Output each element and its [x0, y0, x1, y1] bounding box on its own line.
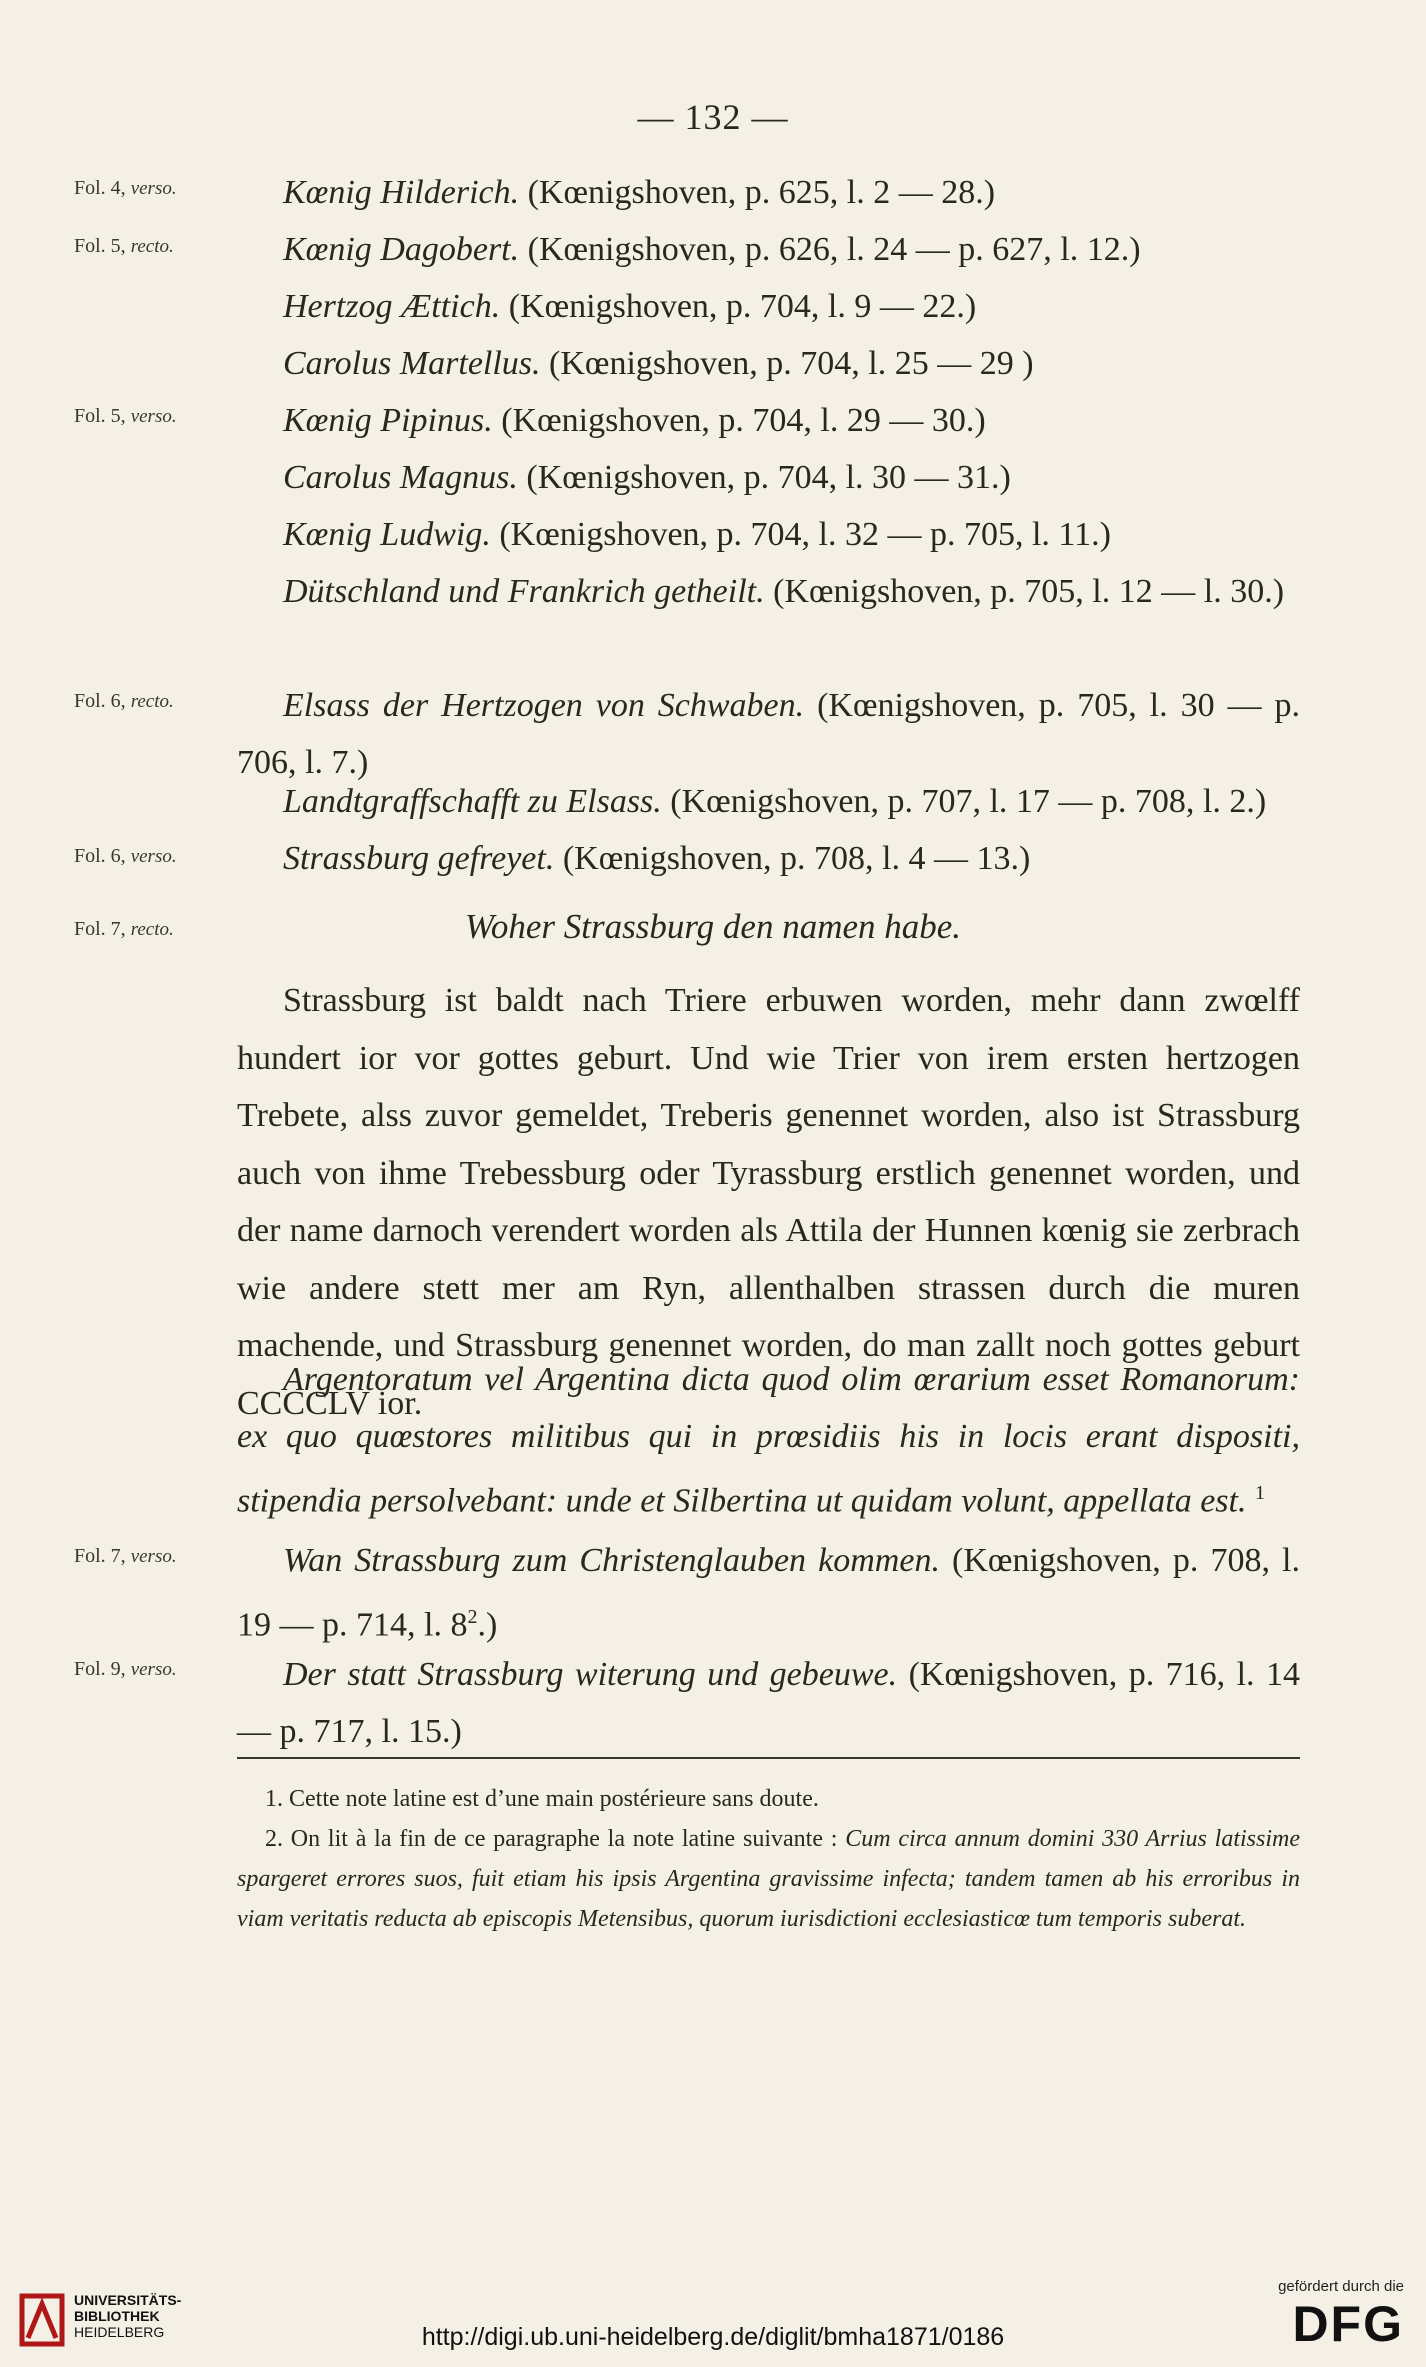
entry-koenig-pipinus: Kœnig Pipinus. (Kœnigshoven, p. 704, l. 29 — 30.): [283, 402, 986, 439]
entry-duetschland-frankrich: Dütschland und Frankrich getheilt. (Kœnigshoven, p. 705, l. 12 — l. 30.): [283, 573, 1285, 610]
entry-elsass-hertzogen: Elsass der Hertzogen von Schwaben. (Kœnigshoven, p. 705, l. 30 — p. 706, l. 7.): [237, 687, 1300, 781]
entry-koenig-hilderich: Kœnig Hilderich. (Kœnigshoven, p. 625, l. 2 — 28.): [283, 174, 996, 211]
margin-note-fol6-recto: Fol. 6, recto.: [74, 690, 174, 712]
margin-note-fol6-verso: Fol. 6, verso.: [74, 845, 177, 867]
margin-note-fol4-verso: Fol. 4, verso.: [74, 177, 177, 199]
entry-strassburg-gefreyet: Strassburg gefreyet. (Kœnigshoven, p. 708, l. 4 — 13.): [283, 840, 1031, 877]
margin-note-fol7-recto: Fol. 7, recto.: [74, 918, 174, 940]
entry-koenig-ludwig: Kœnig Ludwig. (Kœnigshoven, p. 704, l. 32 — p. 705, l. 11.): [283, 516, 1111, 553]
footnote-2: 2. On lit à la fin de ce paragraphe la note latine suivante : Cum circa annum domini 330 Arrius latissime spargeret errores suos, fuit etiam his ipsis Argentina gravissime infecta; tandem tamen ab his erroribus in viam veritatis reducta ab episcopis Metensibus, quorum iurisdictioni ecclesiasticœ tum temporis suberat.: [237, 1826, 1300, 1932]
footnote-ref-2: 2: [467, 1606, 478, 1628]
margin-note-fol7-verso: Fol. 7, verso.: [74, 1545, 177, 1567]
entry-hertzog-aettich: Hertzog Ættich. (Kœnigshoven, p. 704, l. 9 — 22.): [283, 288, 977, 325]
margin-note-fol9-verso: Fol. 9, verso.: [74, 1658, 177, 1680]
margin-note-fol5-verso: Fol. 5, verso.: [74, 405, 177, 427]
margin-note-fol5-recto: Fol. 5, recto.: [74, 235, 174, 257]
university-library-name: UNIVERSITÄTS- BIBLIOTHEK HEIDELBERG: [74, 2292, 182, 2340]
entry-landtgraffschafft: Landtgraffschafft zu Elsass. (Kœnigshoven, p. 707, l. 17 — p. 708, l. 2.): [283, 783, 1267, 820]
digital-library-url[interactable]: http://digi.ub.uni-heidelberg.de/diglit/bmha1871/0186: [421, 2323, 1005, 2351]
page-number: — 132 —: [637, 97, 789, 137]
footnote-1: 1. Cette note latine est d’une main postérieure sans doute.: [265, 1786, 819, 1812]
entry-carolus-magnus: Carolus Magnus. (Kœnigshoven, p. 704, l. 30 — 31.): [283, 459, 1011, 496]
dfg-logo: gefördert durch die DFG: [1278, 2278, 1404, 2352]
entry-witerung-gebeuwe: Der statt Strassburg witerung und gebeuwe. (Kœnigshoven, p. 716, l. 14 — p. 717, l. 15.): [237, 1656, 1300, 1750]
footnotes: [237, 1779, 1300, 1939]
footnote-ref-1: 1: [1254, 1482, 1265, 1504]
body-paragraph: Strassburg ist baldt nach Triere erbuwen worden, mehr dann zwœlff hundert ior vor gottes geburt. Und wie Trier von irem ersten hertzogen Trebete, alss zuvor gemeldet, Treberis genennet worden, also ist Strassburg auch von ihme Trebessburg oder Tyrassburg erstlich genennet worden, und der name darnoch verendert worden als Attila der Hunnen kœnig sie zerbrach wie andere stett mer am Ryn, allenthalben strassen durch die muren machende, und Strassburg genennet worden, do man zallt noch gottes geburt CCCCLV ior.: [237, 982, 1300, 1422]
section-heading: Woher Strassburg den namen habe.: [464, 907, 962, 946]
entry-christenglauben: Wan Strassburg zum Christenglauben kommen. (Kœnigshoven, p. 708, l. 19 — p. 714, l. $8^2$.): [237, 1542, 1300, 1644]
latin-paragraph: Argentoratum vel Argentina dicta quod olim œrarium esset Romanorum: ex quo quœstores militibus qui in prœsidiis his in locis erant dispositi, stipendia persolvebant: unde et Silbertina ut quidam volunt, appellata est. $^1$: [237, 1361, 1300, 1520]
entry-koenig-dagobert: Kœnig Dagobert. (Kœnigshoven, p. 626, l. 24 — p. 627, l. 12.): [283, 231, 1141, 268]
footnote-rule: [237, 1757, 1300, 1759]
entry-carolus-martellus: Carolus Martellus. (Kœnigshoven, p. 704, l. 25 — 29 ): [283, 345, 1034, 382]
